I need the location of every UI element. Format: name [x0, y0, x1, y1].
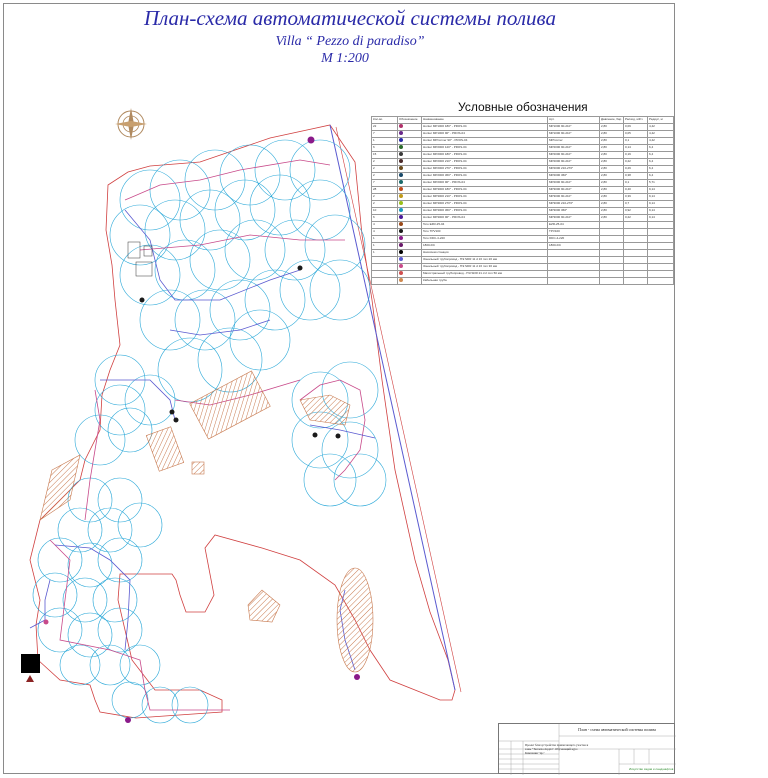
legend-cell-flow: 0,7	[624, 201, 648, 208]
legend-cell-flow	[624, 271, 648, 278]
legend-cell-symbol	[398, 145, 422, 152]
legend-cell-symbol	[398, 215, 422, 222]
legend-cell-name: Hunter MP1000 90° - PROS-04	[422, 131, 548, 138]
legend-cell-symbol	[398, 229, 422, 236]
legend-cell-name: Hunter MP3000 360° - PROS-04	[422, 208, 548, 215]
legend-cell-qty: 6	[372, 215, 398, 222]
legend-row	[372, 194, 674, 201]
legend-row	[372, 278, 674, 285]
compass-rose-icon	[115, 108, 147, 140]
legend-cell-name: Toro EZR-25-04	[422, 222, 548, 229]
drawing-subtitle: Villa “ Pezzo di paradiso”	[275, 34, 425, 49]
legend-cell-name: Зональный трубопровод - ПЭ SDR 11 d 16 mm 20 мм	[422, 257, 548, 264]
title-block	[498, 723, 675, 774]
legend-cell-qty: 6	[372, 145, 398, 152]
legend-cell-pressure	[600, 222, 624, 229]
legend-cell-pressure: 2,80	[600, 166, 624, 173]
legend-cell-flow	[624, 222, 648, 229]
legend-row	[372, 208, 674, 215]
legend-col-qty: Кол-во	[372, 117, 398, 124]
legend-cell-pressure: 2,80	[600, 138, 624, 145]
legend-cell-art: MP3000 360°	[548, 208, 600, 215]
legend-row	[372, 271, 674, 278]
legend-symbol-icon	[399, 236, 403, 240]
legend-cell-name: Насосная станция	[422, 250, 548, 257]
legend-cell-name: Hunter MPCorner 90° - PROS-04	[422, 138, 548, 145]
pump-marker-icon	[26, 675, 34, 682]
legend-cell-radius: 6,4	[648, 152, 674, 159]
legend-symbol-icon	[399, 257, 403, 261]
legend-cell-flow: 0,22	[624, 159, 648, 166]
legend-cell-art	[548, 257, 600, 264]
legend-cell-flow: 0,1	[624, 180, 648, 187]
legend-cell-radius: 9,14	[648, 215, 674, 222]
legend-row	[372, 159, 674, 166]
legend-cell-art: MP2000 90-210°	[548, 159, 600, 166]
legend-cell-name: Hunter MP2000 120° - PROS-04	[422, 145, 548, 152]
legend-symbol-icon	[399, 152, 403, 156]
legend-cell-pressure	[600, 271, 624, 278]
title-block-company: Искусство садов и ландшафтов	[629, 767, 674, 771]
legend-cell-pressure: 2,80	[600, 159, 624, 166]
legend-cell-radius	[648, 229, 674, 236]
legend-cell-radius	[648, 236, 674, 243]
legend-symbol-icon	[399, 222, 403, 226]
legend-cell-art: MP2000 90-210°	[548, 152, 600, 159]
legend-cell-qty: 4	[372, 229, 398, 236]
legend-cell-qty: 7	[372, 131, 398, 138]
legend-cell-name: Магистральный трубопровод - ПЭ SDR 21 d 2 mm 50 мм	[422, 271, 548, 278]
legend-cell-qty: 1	[372, 250, 398, 257]
pump-station-icon	[21, 654, 40, 673]
legend-cell-qty: 1	[372, 243, 398, 250]
legend-cell-pressure	[600, 229, 624, 236]
legend-cell-radius	[648, 271, 674, 278]
legend-cell-pressure: 2,80	[600, 201, 624, 208]
legend-title: Условные обозначения	[458, 100, 588, 114]
legend-symbol-icon	[399, 124, 403, 128]
legend-cell-radius: 4,42	[648, 124, 674, 131]
legend-cell-pressure: 2,80	[600, 131, 624, 138]
legend-row	[372, 243, 674, 250]
legend-cell-radius	[648, 264, 674, 271]
legend-row	[372, 124, 674, 131]
legend-symbol-icon	[399, 187, 403, 191]
legend-cell-name: Hunter MP2000 180° - PROS-04	[422, 152, 548, 159]
legend-cell-pressure: 2,80	[600, 173, 624, 180]
legend-cell-radius: 9,14	[648, 208, 674, 215]
legend-cell-name: Зональный трубопровод - ПЭ SDR 11 d 16 mm 30 мм	[422, 264, 548, 271]
legend-cell-symbol	[398, 152, 422, 159]
legend-row	[372, 166, 674, 173]
legend-cell-symbol	[398, 236, 422, 243]
legend-cell-art: 1800-DC	[548, 243, 600, 250]
legend-row	[372, 187, 674, 194]
legend-cell-symbol	[398, 201, 422, 208]
legend-cell-qty: 10	[372, 208, 398, 215]
legend-cell-qty: 7	[372, 180, 398, 187]
legend-cell-art	[548, 264, 600, 271]
legend-cell-qty	[372, 278, 398, 285]
legend-cell-symbol	[398, 187, 422, 194]
legend-cell-symbol	[398, 208, 422, 215]
legend-cell-art: MP2000 90-210°	[548, 145, 600, 152]
legend-symbol-icon	[399, 201, 403, 205]
legend-cell-flow: 0,40	[624, 187, 648, 194]
legend-col-symbol: Обозначение	[398, 117, 422, 124]
legend-cell-name: Hunter MP3000 90° - PROS-04	[422, 215, 548, 222]
legend-symbol-icon	[399, 243, 403, 247]
legend-row	[372, 201, 674, 208]
legend-row	[372, 152, 674, 159]
legend-cell-qty: 4	[372, 222, 398, 229]
legend-cell-art: MP1000 90-210°	[548, 124, 600, 131]
legend-cell-symbol	[398, 173, 422, 180]
legend-cell-flow	[624, 229, 648, 236]
legend-cell-symbol	[398, 180, 422, 187]
legend-cell-radius	[648, 222, 674, 229]
legend-cell-radius: 6,4	[648, 166, 674, 173]
legend-cell-symbol	[398, 278, 422, 285]
legend-row	[372, 222, 674, 229]
legend-cell-pressure: 2,80	[600, 187, 624, 194]
legend-cell-name: Hunter MP1000 180° - PROS-04	[422, 124, 548, 131]
legend-cell-pressure	[600, 257, 624, 264]
legend-cell-radius: 6,4	[648, 159, 674, 166]
legend-cell-radius	[648, 243, 674, 250]
legend-cell-art: MP3000 210-270°	[548, 201, 600, 208]
legend-cell-flow	[624, 243, 648, 250]
legend-cell-pressure: 2,80	[600, 145, 624, 152]
legend-cell-pressure	[600, 250, 624, 257]
legend-cell-art	[548, 250, 600, 257]
legend-cell-radius: 6,4	[648, 145, 674, 152]
legend-table	[371, 116, 674, 285]
legend-symbol-icon	[399, 215, 403, 219]
legend-cell-radius: 9,14	[648, 194, 674, 201]
legend-cell-name: Hunter MP3000 270° - PROS-04	[422, 201, 548, 208]
legend-cell-name: Toro DDC-4-220	[422, 236, 548, 243]
legend-cell-symbol	[398, 166, 422, 173]
title-block-description: Проект благоустройства прилегающего участка и зоны "Terrazza doppia". Обучающий курс. Кампания "пр."	[525, 743, 589, 755]
legend-cell-radius: 9,14	[648, 201, 674, 208]
legend-cell-radius: 6,4	[648, 173, 674, 180]
legend-col-pressure: Давление, бар	[600, 117, 624, 124]
legend-symbol-icon	[399, 264, 403, 268]
legend-cell-symbol	[398, 138, 422, 145]
legend-cell-name: Hunter MP3000 180° - PROS-04	[422, 187, 548, 194]
legend-cell-radius: 9,14	[648, 187, 674, 194]
legend-cell-pressure: 2,80	[600, 215, 624, 222]
legend-cell-art	[548, 271, 600, 278]
legend-symbol-icon	[399, 180, 403, 184]
legend-cell-name: Hunter MP2000 90° - PROS-04	[422, 180, 548, 187]
legend-cell-symbol	[398, 243, 422, 250]
legend-cell-art: MP2000 90-210°	[548, 180, 600, 187]
legend-cell-flow	[624, 236, 648, 243]
legend-body	[372, 124, 674, 285]
legend-cell-flow: 0,92	[624, 208, 648, 215]
legend-cell-pressure: 2,80	[600, 208, 624, 215]
legend-cell-flow: 0,29	[624, 166, 648, 173]
legend-cell-flow: 0,19	[624, 152, 648, 159]
legend-cell-qty: 2	[372, 201, 398, 208]
legend-cell-pressure	[600, 243, 624, 250]
legend-row	[372, 264, 674, 271]
legend-row	[372, 145, 674, 152]
legend-cell-pressure: 2,80	[600, 124, 624, 131]
legend-cell-flow: 0,09	[624, 124, 648, 131]
legend-cell-art: DDC-4-220	[548, 236, 600, 243]
legend-cell-name: Hunter MP3000 210° - PROS-04	[422, 194, 548, 201]
legend-cell-pressure: 2,80	[600, 152, 624, 159]
legend-cell-qty: 22	[372, 124, 398, 131]
legend-cell-symbol	[398, 264, 422, 271]
legend-cell-symbol	[398, 257, 422, 264]
drawing-title: План-схема автоматической системы полива	[143, 6, 557, 30]
legend-cell-pressure: 2,80	[600, 194, 624, 201]
legend-cell-art	[548, 278, 600, 285]
legend-cell-flow	[624, 264, 648, 271]
legend-cell-art: MP3000 90-210°	[548, 194, 600, 201]
legend-cell-radius	[648, 250, 674, 257]
legend-col-name: Наименование	[422, 117, 548, 124]
legend-cell-art: MP2000 210-270°	[548, 166, 600, 173]
legend-cell-name: Hunter MP2000 360° - PROS-04	[422, 173, 548, 180]
legend-cell-pressure	[600, 278, 624, 285]
legend-cell-flow: 0,1	[624, 138, 648, 145]
legend-cell-qty: 2	[372, 166, 398, 173]
legend-row	[372, 173, 674, 180]
legend-symbol-icon	[399, 271, 403, 275]
legend-cell-qty: 1	[372, 236, 398, 243]
legend-cell-name: Hunter MP2000 210° - PROS-04	[422, 159, 548, 166]
legend-cell-flow	[624, 278, 648, 285]
legend-symbol-icon	[399, 173, 403, 177]
legend-cell-pressure: 2,80	[600, 180, 624, 187]
legend-cell-pressure	[600, 264, 624, 271]
legend-cell-qty: 28	[372, 187, 398, 194]
legend-cell-art: MP3000 90-210°	[548, 215, 600, 222]
legend-row	[372, 229, 674, 236]
legend-cell-symbol	[398, 131, 422, 138]
legend-symbol-icon	[399, 278, 403, 282]
legend-cell-qty: 1	[372, 138, 398, 145]
legend-cell-flow: 0,14	[624, 145, 648, 152]
legend-cell-qty: 2	[372, 194, 398, 201]
legend-cell-qty	[372, 271, 398, 278]
legend-row	[372, 215, 674, 222]
title-block-project-title: План - схема автоматической системы полива	[578, 727, 656, 732]
legend-cell-symbol	[398, 250, 422, 257]
legend-cell-radius: 5,71	[648, 180, 674, 187]
legend-cell-symbol	[398, 194, 422, 201]
legend-cell-flow: 0,05	[624, 131, 648, 138]
legend-row	[372, 138, 674, 145]
legend-cell-pressure	[600, 236, 624, 243]
legend-cell-flow	[624, 250, 648, 257]
legend-row	[372, 131, 674, 138]
legend-cell-qty: 2	[372, 159, 398, 166]
legend-cell-radius: 4,42	[648, 131, 674, 138]
legend-cell-art: EZR-25-04	[548, 222, 600, 229]
legend-symbol-icon	[399, 138, 403, 142]
legend-symbol-icon	[399, 145, 403, 149]
legend-symbol-icon	[399, 131, 403, 135]
legend-symbol-icon	[399, 208, 403, 212]
sprinkler-heads	[44, 137, 361, 724]
legend-cell-art: MP2000 360°	[548, 173, 600, 180]
legend-row	[372, 250, 674, 257]
legend-cell-flow: 0,38	[624, 173, 648, 180]
legend-cell-art: MPCorner	[548, 138, 600, 145]
legend-cell-flow	[624, 257, 648, 264]
legend-cell-radius: 4,42	[648, 138, 674, 145]
legend-col-flow: Расход, м3/ч	[624, 117, 648, 124]
legend-cell-name: Hunter MP2000 270° - PROS-04	[422, 166, 548, 173]
legend-cell-flow: 0,22	[624, 215, 648, 222]
legend-col-radius: Радиус, м	[648, 117, 674, 124]
legend-cell-radius	[648, 278, 674, 285]
legend-cell-symbol	[398, 222, 422, 229]
legend-row	[372, 180, 674, 187]
legend-cell-symbol	[398, 159, 422, 166]
legend-row	[372, 257, 674, 264]
legend-cell-name: Toro TPV100	[422, 229, 548, 236]
legend-symbol-icon	[399, 250, 403, 254]
legend-cell-flow: 0,39	[624, 194, 648, 201]
legend-row	[372, 236, 674, 243]
legend-cell-qty	[372, 257, 398, 264]
legend-symbol-icon	[399, 229, 403, 233]
legend-cell-symbol	[398, 271, 422, 278]
drawing-scale: М 1:200	[321, 51, 369, 66]
legend-cell-name: Кабельная труба	[422, 278, 548, 285]
legend-cell-art: TPV100	[548, 229, 600, 236]
legend-symbol-icon	[399, 159, 403, 163]
legend-cell-art: MP1000 90-210°	[548, 131, 600, 138]
legend-symbol-icon	[399, 166, 403, 170]
legend-cell-art: MP3000 90-210°	[548, 187, 600, 194]
legend-cell-qty: 15	[372, 152, 398, 159]
legend-cell-qty	[372, 264, 398, 271]
legend-col-art: Арт.	[548, 117, 600, 124]
legend-symbol-icon	[399, 194, 403, 198]
legend-cell-symbol	[398, 124, 422, 131]
pergola-structure	[128, 242, 152, 276]
legend-cell-qty: 2	[372, 173, 398, 180]
legend-cell-name: 1800-DC	[422, 243, 548, 250]
legend-cell-radius	[648, 257, 674, 264]
legend-header-row	[372, 117, 674, 124]
